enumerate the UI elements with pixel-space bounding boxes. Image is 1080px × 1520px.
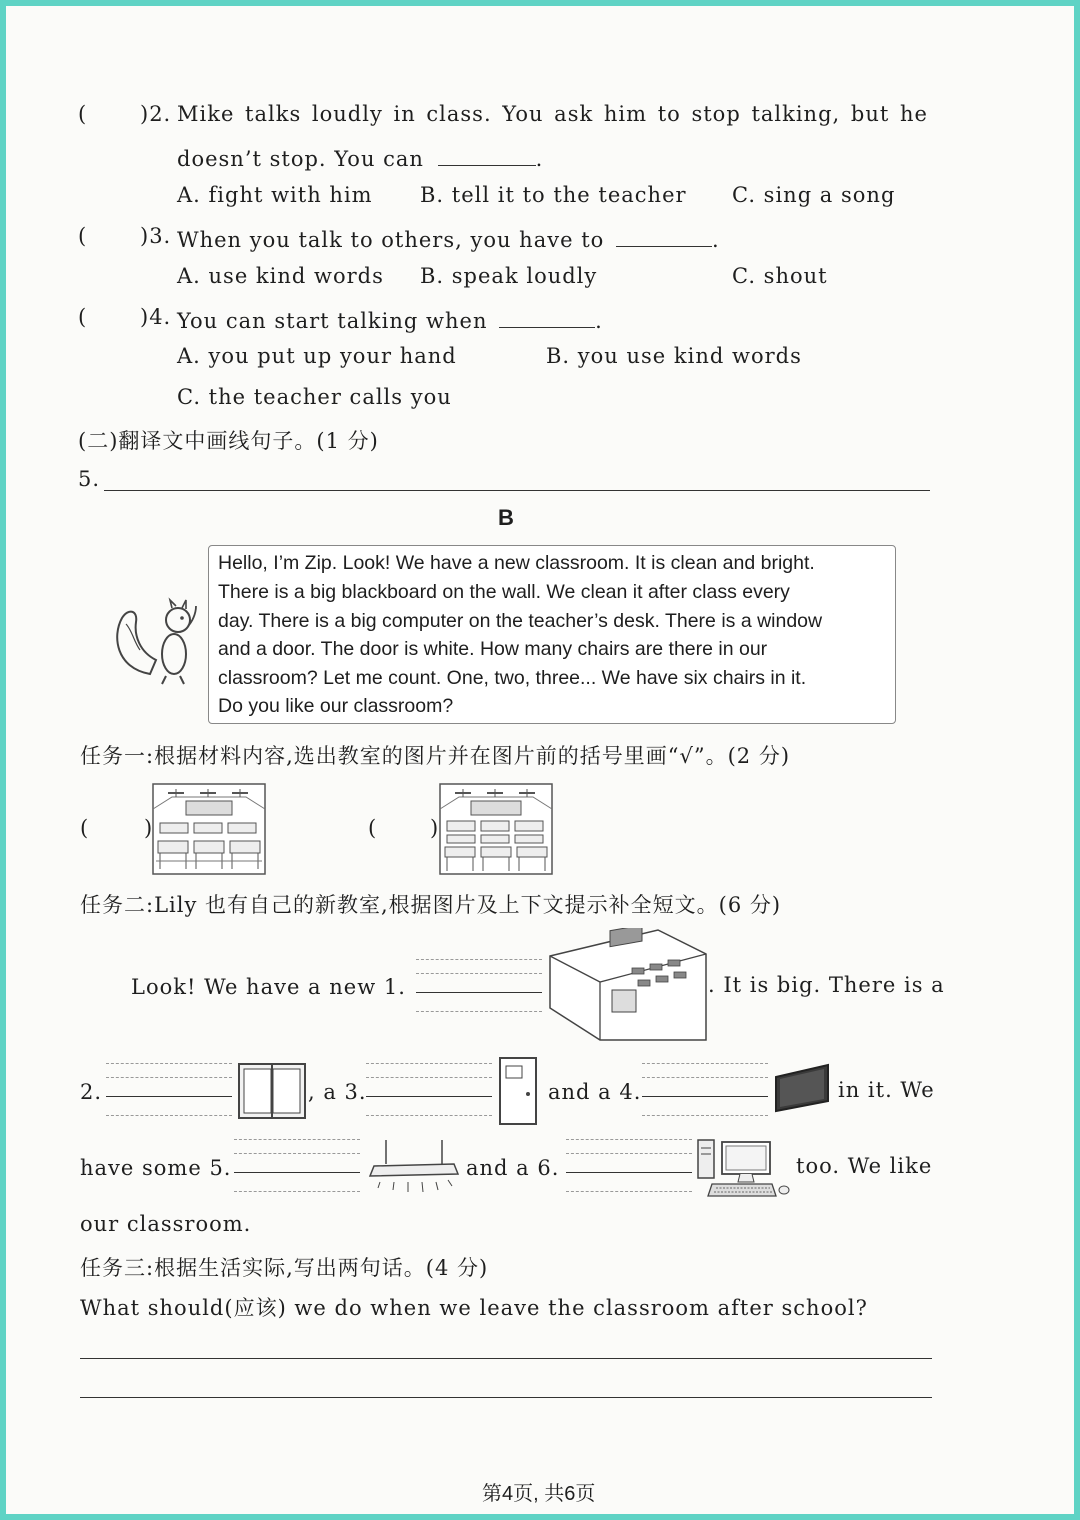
q2-period: . (535, 147, 544, 171)
q4-blank[interactable] (499, 305, 595, 328)
q2-option-b[interactable]: B. tell it to the teacher (420, 183, 687, 207)
task1-title: 任务一:根据材料内容,选出教室的图片并在图片前的括号里画“√”。(2 分) (80, 744, 791, 768)
q2-number: )2. (140, 102, 172, 126)
passage-b-heading: B (498, 505, 514, 530)
blank-3-writing-lines[interactable] (366, 1063, 492, 1115)
blank-2-writing-lines[interactable] (106, 1063, 232, 1115)
task1-paren-close-1: ) (144, 816, 154, 840)
q2-option-a[interactable]: A. fight with him (177, 183, 373, 207)
q4-text: You can start talking when (177, 309, 488, 333)
q2-text2: doesn’t stop. You can (177, 147, 424, 171)
q3-line (177, 224, 720, 252)
q4-option-c[interactable]: C. the teacher calls you (177, 385, 452, 409)
door-icon (498, 1056, 538, 1126)
computer-icon (696, 1136, 792, 1198)
task1-paren-close-2: ) (430, 816, 440, 840)
passage-b-box (208, 545, 896, 724)
q2-option-c[interactable]: C. sing a song (732, 183, 896, 207)
squirrel-zip-icon (110, 596, 206, 688)
q3-number: )3. (140, 224, 172, 248)
blank-5-writing-lines[interactable] (234, 1139, 360, 1191)
task2-text-3a: have some 5. (80, 1156, 232, 1180)
q4-option-b[interactable]: B. you use kind words (546, 344, 802, 368)
q3-blank[interactable] (616, 224, 712, 247)
q4-line (177, 305, 603, 333)
task1-paren-open-2: ( (368, 816, 378, 840)
q3-text: When you talk to others, you have to (177, 228, 605, 252)
q2-paren: ( (78, 102, 88, 126)
q3-option-a[interactable]: A. use kind words (177, 264, 384, 288)
task3-question: What should(应该) we do when we leave the classroom after school? (80, 1296, 868, 1320)
q2-text-2 (177, 143, 543, 171)
task3-answer-line-1[interactable] (80, 1358, 932, 1359)
task2-text-2b: , a 3. (308, 1080, 367, 1104)
ceiling-light-icon (366, 1136, 462, 1196)
classroom-room-icon (546, 928, 710, 1046)
blank-4-writing-lines[interactable] (642, 1063, 768, 1115)
blackboard-icon (772, 1063, 832, 1113)
q2-text: Mike talks loudly in class. You ask him to stop talking, but he (177, 102, 928, 126)
section2-title: (二)翻译文中画线句子。(1 分) (78, 429, 379, 453)
passage-line-4: and a door. The door is white. How many chairs are there in our (218, 638, 768, 660)
passage-line-3: day. There is a big computer on the teacher’s desk. There is a window (218, 610, 823, 632)
passage-line-6: Do you like our classroom? (218, 695, 454, 717)
blank-1-writing-lines[interactable] (416, 959, 542, 1011)
task3-answer-line-2[interactable] (80, 1397, 932, 1398)
classroom-picture-2-icon[interactable] (439, 783, 553, 875)
task2-title: 任务二:Lily 也有自己的新教室,根据图片及上下文提示补全短文。(6 分) (80, 893, 782, 917)
task2-text-2c: and a 4. (548, 1080, 642, 1104)
task3-title: 任务三:根据生活实际,写出两句话。(4 分) (80, 1256, 489, 1280)
task2-text-2d: in it. We (838, 1078, 935, 1102)
task2-text-3b: and a 6. (466, 1156, 560, 1180)
q5-answer-line[interactable] (104, 490, 930, 491)
task2-text-3c: too. We like (796, 1154, 933, 1178)
q2-blank[interactable] (438, 143, 536, 166)
window-icon (238, 1063, 306, 1119)
exam-page (6, 6, 1074, 1514)
q3-option-b[interactable]: B. speak loudly (420, 264, 598, 288)
q4-option-a[interactable]: A. you put up your hand (177, 344, 457, 368)
q3-option-c[interactable]: C. shout (732, 264, 828, 288)
page-number: 第4页, 共6页 (482, 1483, 596, 1505)
task2-text-2a: 2. (80, 1080, 103, 1104)
task2-text-4: our classroom. (80, 1212, 252, 1236)
task2-text-1b: . It is big. There is a (708, 973, 945, 997)
task1-paren-open-1: ( (80, 816, 90, 840)
q3-period: . (711, 228, 720, 252)
task2-text-1a: Look! We have a new 1. (131, 975, 406, 999)
q5-label: 5. (78, 467, 101, 491)
q4-number: )4. (140, 305, 172, 329)
q3-paren: ( (78, 224, 88, 248)
classroom-picture-1-icon[interactable] (152, 783, 266, 875)
passage-line-5: classroom? Let me count. One, two, three... We have six chairs in it. (218, 667, 807, 689)
passage-line-1: Hello, I’m Zip. Look! We have a new classroom. It is clean and bright. (218, 552, 815, 574)
blank-6-writing-lines[interactable] (566, 1139, 692, 1191)
q4-paren: ( (78, 305, 88, 329)
q4-period: . (595, 309, 603, 333)
passage-line-2: There is a big blackboard on the wall. We clean it after class every (218, 581, 790, 603)
